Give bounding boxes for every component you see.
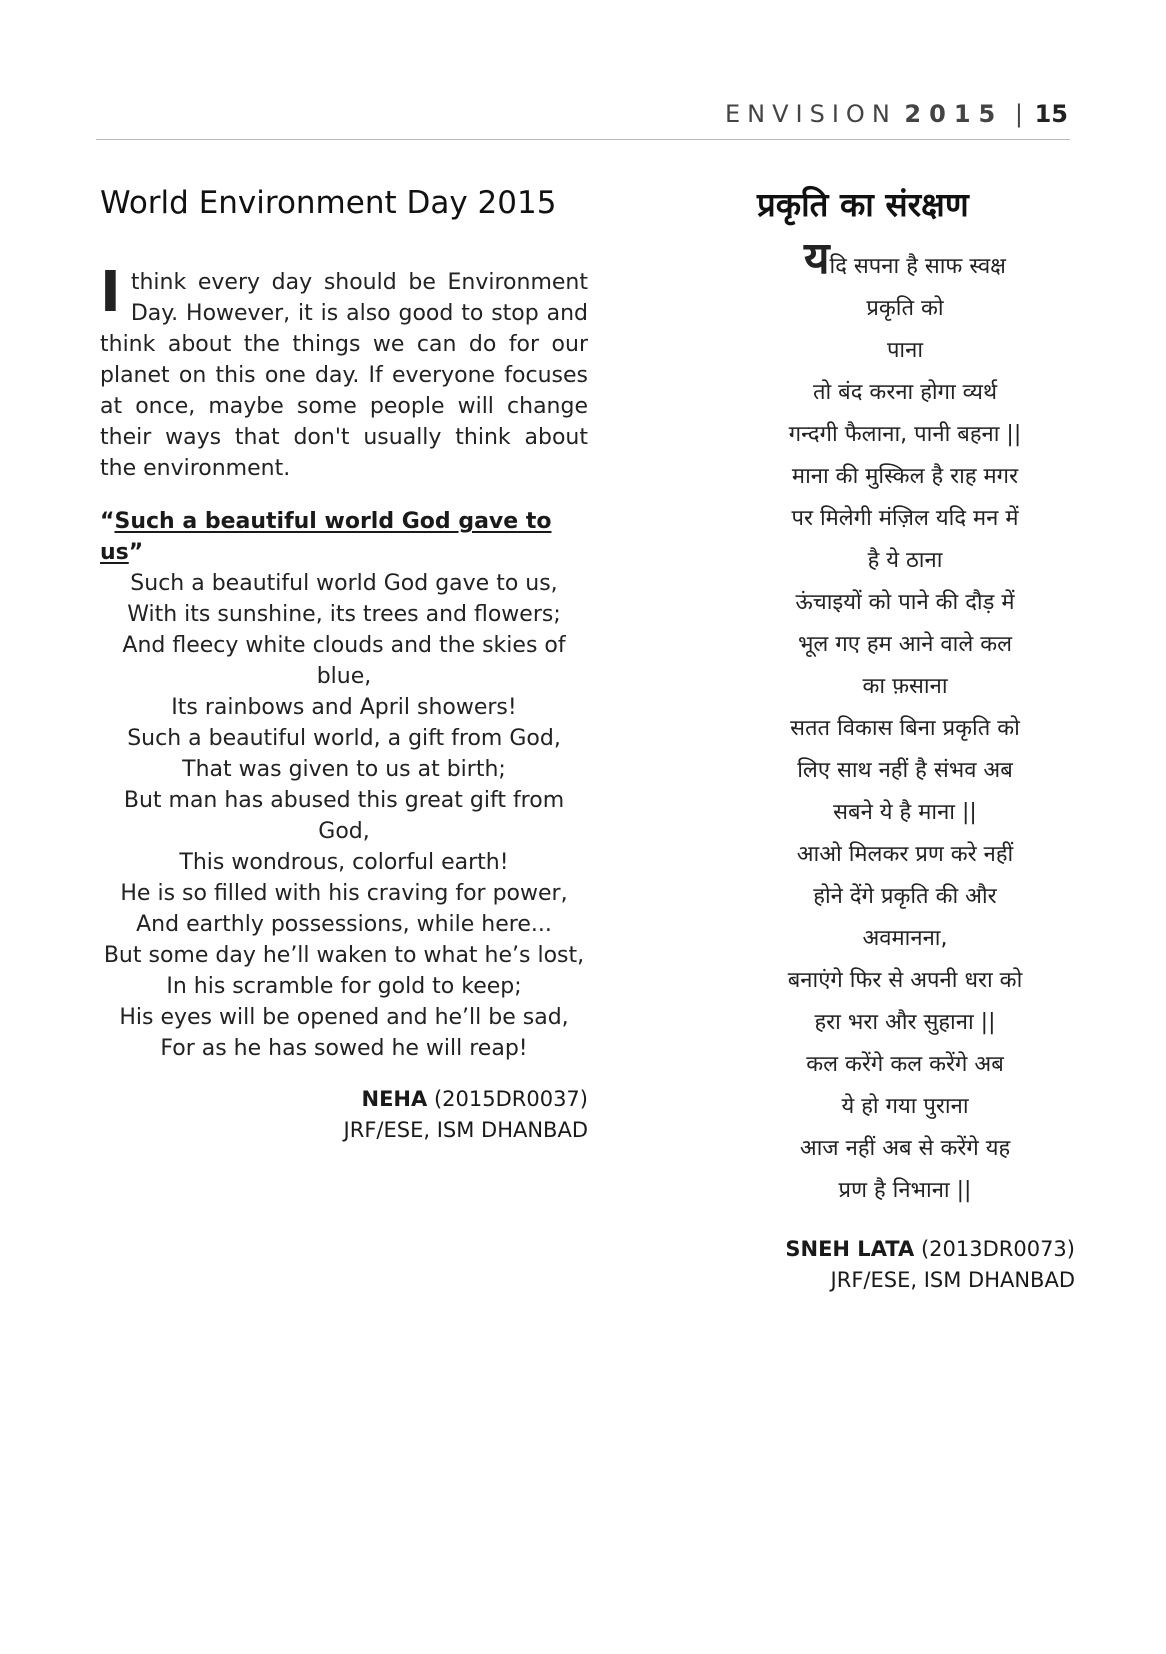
author-affiliation: JRF/ESE, ISM DHANBAD bbox=[343, 1118, 588, 1142]
hindi-poem-line: सतत विकास बिना प्रकृति को bbox=[790, 716, 1020, 741]
hindi-poem-line: आओ मिलकर प्रण करे नहीं bbox=[796, 842, 1014, 867]
poem-line: But man has abused this great gift from God, bbox=[123, 788, 565, 844]
poem-line: But some day he’ll waken to what he’s lost, bbox=[103, 943, 585, 968]
hindi-poem-line: कल करेंगे कल करेंगे अब bbox=[806, 1052, 1004, 1077]
hindi-poem-line: ये हो गया पुराना bbox=[841, 1094, 969, 1119]
intro-text: think every day should be Environment Day. However, it is also good to stop and think about the things we can do for our planet on this one day. If everyone focuses at once, maybe some people will change their ways that don't usually think about the environment. bbox=[100, 270, 588, 481]
poem-line: This wondrous, colorful earth! bbox=[179, 850, 509, 875]
hindi-poem-line: सबने ये है माना || bbox=[833, 800, 977, 825]
hindi-poem-line: तो बंद करना होगा व्यर्थ bbox=[812, 380, 998, 405]
hindi-poem-line: ऊंचाइयों को पाने की दौड़ में bbox=[795, 590, 1015, 615]
magazine-year: 2015 bbox=[904, 100, 1004, 128]
hindi-drop-cap: य bbox=[804, 233, 830, 284]
hindi-poem-first-line bbox=[735, 233, 1075, 288]
hindi-poem-line: लिए साथ नहीं है संभव अब bbox=[797, 758, 1013, 783]
hindi-poem-line: पाना bbox=[886, 338, 924, 363]
article-title: World Environment Day 2015 bbox=[100, 185, 557, 221]
poem-line: With its sunshine, its trees and flowers; bbox=[127, 602, 561, 627]
poem-title-close-quote: ” bbox=[128, 540, 144, 565]
hindi-poem-line: होने देंगे प्रकृति की और bbox=[813, 884, 997, 909]
hindi-poem-line: माना की मुस्किल है राह मगर bbox=[791, 464, 1019, 489]
poem-body bbox=[100, 568, 588, 1064]
hindi-poem-line: का फ़साना bbox=[862, 674, 948, 699]
drop-cap: I bbox=[100, 260, 121, 325]
header-rule bbox=[96, 139, 1070, 140]
poem-line: That was given to us at birth; bbox=[182, 757, 506, 782]
hindi-poem-line: प्रकृति को bbox=[866, 296, 944, 321]
hindi-poem-line: भूल गए हम आने वाले कल bbox=[797, 632, 1013, 657]
poem-line: He is so filled with his craving for power, bbox=[120, 881, 568, 906]
hindi-poem-line: गन्दगी फैलाना, पानी बहना || bbox=[788, 422, 1022, 447]
poem-line: His eyes will be opened and he’ll be sad, bbox=[119, 1005, 569, 1030]
poem-line: For as he has sowed he will reap! bbox=[160, 1036, 528, 1061]
hindi-poem-line: आज नहीं अब से करेंगे यह bbox=[799, 1136, 1011, 1161]
hindi-poem-line: है ये ठाना bbox=[867, 548, 943, 573]
poem-line: And fleecy white clouds and the skies of blue, bbox=[122, 633, 566, 689]
page-number: 15 bbox=[1034, 100, 1068, 128]
magazine-name: ENVISION bbox=[725, 100, 897, 128]
poem-title bbox=[100, 506, 588, 568]
poem-line: Such a beautiful world God gave to us, bbox=[130, 571, 558, 596]
right-column bbox=[735, 183, 1075, 1296]
page-header bbox=[96, 100, 1068, 138]
hindi-author-id: (2013DR0073) bbox=[920, 1237, 1075, 1261]
author-id: (2015DR0037) bbox=[433, 1087, 588, 1111]
hindi-poem-body bbox=[735, 233, 1075, 1212]
hindi-poem-line: हरा भरा और सुहाना || bbox=[814, 1010, 996, 1035]
poem-line: Its rainbows and April showers! bbox=[171, 695, 517, 720]
hindi-poem-line: प्रण है निभाना || bbox=[838, 1178, 972, 1203]
poem-line: In his scramble for gold to keep; bbox=[166, 974, 522, 999]
hindi-first-line-text: दि सपना है साफ स्वक्ष bbox=[829, 254, 1006, 279]
hindi-poem-line: अवमानना, bbox=[862, 926, 948, 951]
author-name: NEHA bbox=[361, 1087, 428, 1111]
poem-title-text: Such a beautiful world God gave to us bbox=[100, 509, 552, 565]
poem-line: Such a beautiful world, a gift from God, bbox=[127, 726, 561, 751]
hindi-author-name: SNEH LATA bbox=[785, 1237, 915, 1261]
author-signature bbox=[100, 1084, 588, 1146]
hindi-article-title: प्रकृति का संरक्षण bbox=[757, 185, 969, 224]
hindi-author-signature bbox=[735, 1234, 1075, 1296]
left-column bbox=[100, 183, 588, 1146]
hindi-poem-line: बनाएंगे फिर से अपनी धरा को bbox=[787, 968, 1023, 993]
intro-paragraph bbox=[100, 260, 588, 484]
poem-title-open-quote: “ bbox=[100, 509, 115, 534]
hindi-poem-line: पर मिलेगी मंज़िल यदि मन में bbox=[791, 506, 1019, 531]
poem-line: And earthly possessions, while here... bbox=[136, 912, 552, 937]
header-separator: | bbox=[1014, 100, 1023, 128]
hindi-author-affiliation: JRF/ESE, ISM DHANBAD bbox=[830, 1268, 1075, 1292]
